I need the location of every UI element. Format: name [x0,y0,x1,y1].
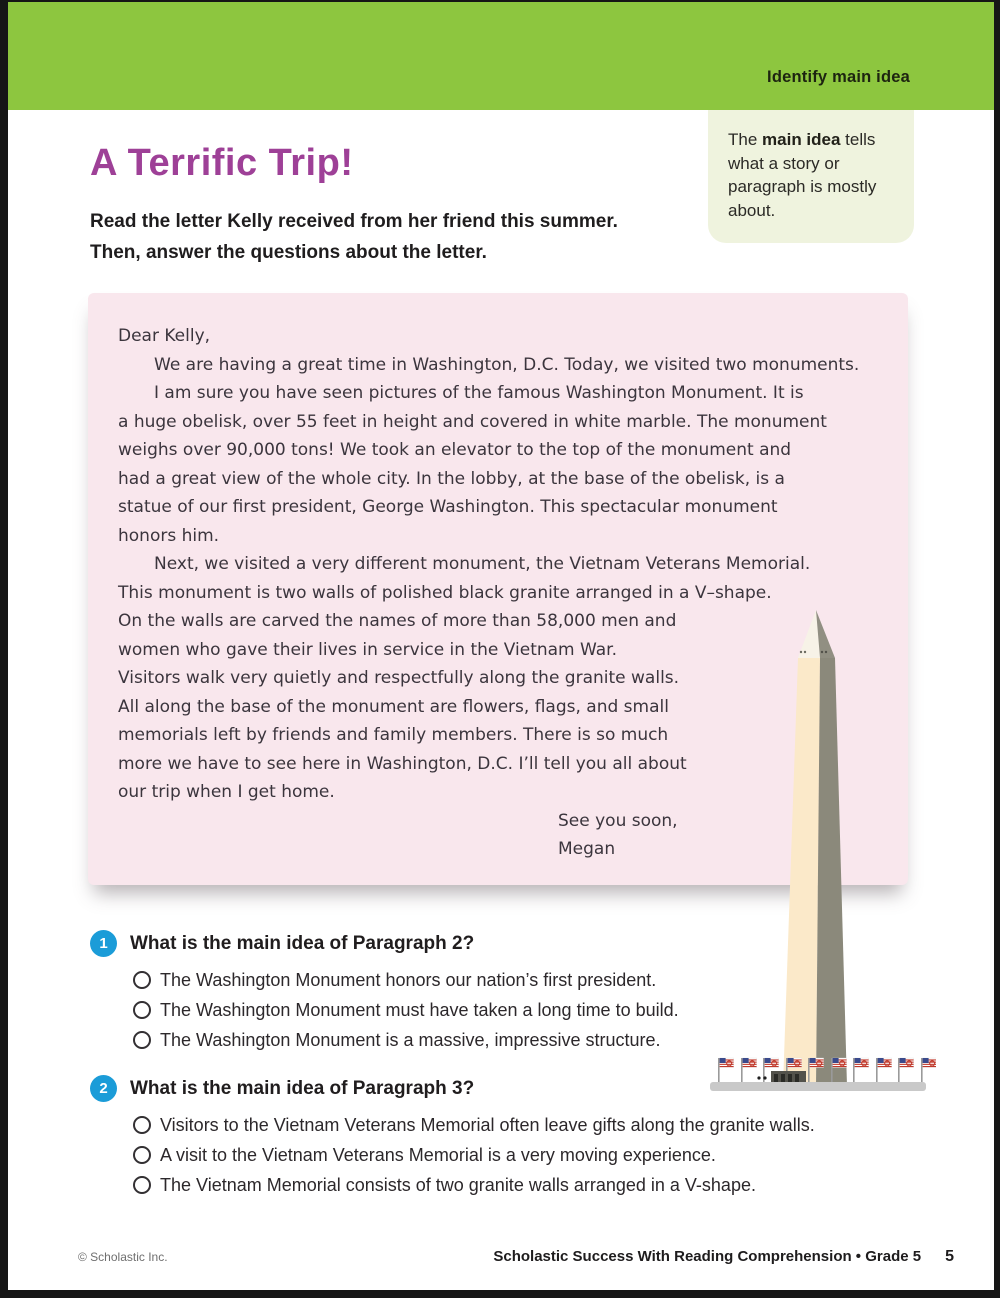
letter-line: Next, we visited a very different monument, the Vietnam Veterans Memorial. [154,554,811,574]
letter-line: honors him. [118,525,220,546]
radio-button[interactable] [133,1146,151,1164]
letter-signature-block [558,807,880,864]
letter-box [88,293,908,885]
answer-option-label: The Washington Monument must have taken a long time to build. [160,999,679,1020]
question-1 [90,930,679,1055]
letter-line: had a great view of the whole city. In the lobby, at the base of the obelisk, is a [118,468,785,489]
skill-tag: Identify main idea [767,68,910,86]
answer-option-label: The Vietnam Memorial consists of two granite walls arranged in a V-shape. [160,1174,756,1195]
question-prompt: What is the main idea of Paragraph 3? [130,1077,475,1099]
letter-line: Dear Kelly, [118,326,211,346]
radio-button[interactable] [133,971,151,989]
callout-lead: The [728,130,763,149]
radio-button[interactable] [133,1176,151,1194]
callout-rest: tells what a story or paragraph is mostly about. [728,130,877,220]
answer-option[interactable] [133,995,679,1025]
letter-line: women who gave their lives in service in the Vietnam War. [118,639,617,660]
question-prompt: What is the main idea of Paragraph 2? [130,932,475,954]
letter-signature: Megan [558,839,616,859]
series-title: Scholastic Success With Reading Comprehension • Grade 5 [493,1248,922,1265]
letter-line: memorials left by friends and family members. There is so much [118,725,669,745]
letter-line: All along the base of the monument are flowers, flags, and small [118,696,669,717]
letter-line: I am sure you have seen pictures of the famous Washington Monument. It is [154,383,804,403]
question-number-badge: 1 [90,930,117,957]
directions-line-1: Read the letter Kelly received from her friend this summer. [90,211,618,232]
header-band [8,2,994,110]
directions [90,206,618,268]
callout-term: main idea [762,130,841,149]
answer-option-label: Visitors to the Vietnam Veterans Memorial often leave gifts along the granite walls. [160,1114,815,1135]
answer-option[interactable] [133,1110,815,1140]
letter-line: We are having a great time in Washington, D.C. Today, we visited two monuments. [154,354,860,375]
answer-option[interactable] [133,1170,815,1200]
question-number-badge: 2 [90,1075,117,1102]
page-title: A Terrific Trip! [90,142,354,184]
letter-line: Visitors walk very quietly and respectfully along the granite walls. [118,668,680,688]
answer-option[interactable] [133,1140,815,1170]
answer-option-label: A visit to the Vietnam Veterans Memorial is a very moving experience. [160,1144,716,1165]
letter-line: a huge obelisk, over 55 feet in height and covered in white marble. The monument [118,411,827,432]
letter-line: This monument is two walls of polished black granite arranged in a V–shape. [118,582,772,603]
answer-option-label: The Washington Monument honors our nation’s first president. [160,969,657,990]
question-2 [90,1075,815,1200]
answer-option-label: The Washington Monument is a massive, impressive structure. [160,1029,661,1050]
answer-option[interactable] [133,965,679,995]
letter-line: more we have to see here in Washington, D.C. I’ll tell you all about [118,753,687,774]
page-body [8,2,994,1290]
letter-signoff: See you soon, [558,810,678,831]
answer-option[interactable] [133,1025,679,1055]
letter-line: weighs over 90,000 tons! We took an elevator to the top of the monument and [118,440,792,460]
letter-line: statue of our first president, George Washington. This spectacular monument [118,497,778,517]
copyright-notice: © Scholastic Inc. [78,1250,168,1264]
directions-line-2: Then, answer the questions about the letter. [90,242,487,263]
radio-button[interactable] [133,1001,151,1019]
page-number: 5 [945,1248,954,1265]
page-footer [78,1248,954,1266]
main-idea-callout [708,110,914,243]
radio-button[interactable] [133,1116,151,1134]
radio-button[interactable] [133,1031,151,1049]
letter-line: On the walls are carved the names of more than 58,000 men and [118,611,677,631]
letter-line: our trip when I get home. [118,782,335,802]
